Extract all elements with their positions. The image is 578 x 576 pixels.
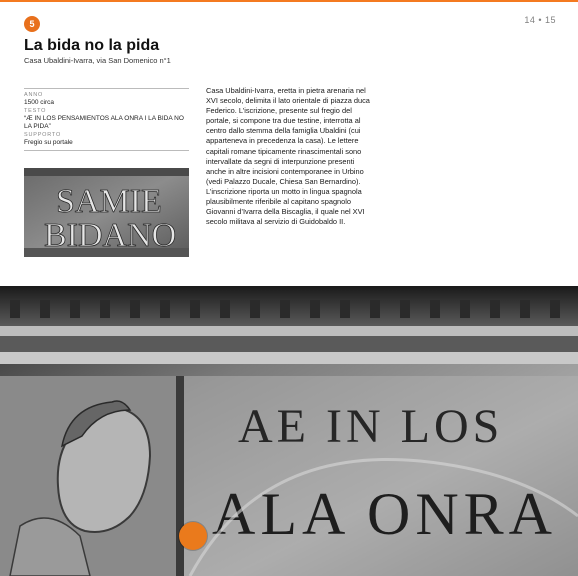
thumbnail-text-line2: BIDANO [44,217,177,254]
testo-value: “Æ IN LOS PENSAMIENTOS ALA ONRA I LA BIDA NO LA PIDA” [24,115,184,130]
supporto-label: SUPPORTO [24,132,62,138]
supporto-value: Fregio su portale [24,139,73,146]
inscription-photo [0,286,578,576]
anno-label: ANNO [24,92,44,98]
page-number: 14 • 15 [524,15,556,25]
top-accent-line [0,0,578,2]
metadata-block [24,88,189,151]
thumbnail-text-line1: SAMIE [56,183,162,220]
page-title: La bida no la pida [24,37,160,54]
testo-label: TESTO [24,108,47,114]
orange-marker-dot [179,522,207,550]
photo-text-line2: ALA ONRA [212,481,558,547]
photo-text-line1: AE IN LOS [238,400,504,453]
meta-divider [24,150,189,151]
page-subtitle: Casa Ubaldini-Ivarra, via San Domenico n°1 [24,56,171,65]
anno-value: 1500 circa [24,99,54,106]
inscription-thumbnail-image [24,168,189,257]
body-paragraph: Casa Ubaldini-Ivarra, eretta in pietra arenaria nel XVI secolo, delimita il lato orientale di piazza duca Federico. L’iscrizione, presente sul fregio del portale, si compone tra due testine, interrotta al centro dallo stemma della famiglia Ubaldini (cui apparteneva in precedenza la casa). Le lettere capitali romane tipicamente rinascimentali sono intervallate da segni di interpunzione presenti anche in altre incisioni contemporanee in Urbino (vedi Palazzo Ducale, Chiesa San Bernardino). L’inscrizione riporta un motto in lingua spagnola plausibilmente riferibile al capitano spagnolo Giovanni d’Ivarra della Biscaglia, il quale nel XVI secolo militava al servizio di Guidobaldo II. [206,86,370,227]
section-number-badge: 5 [24,16,40,32]
